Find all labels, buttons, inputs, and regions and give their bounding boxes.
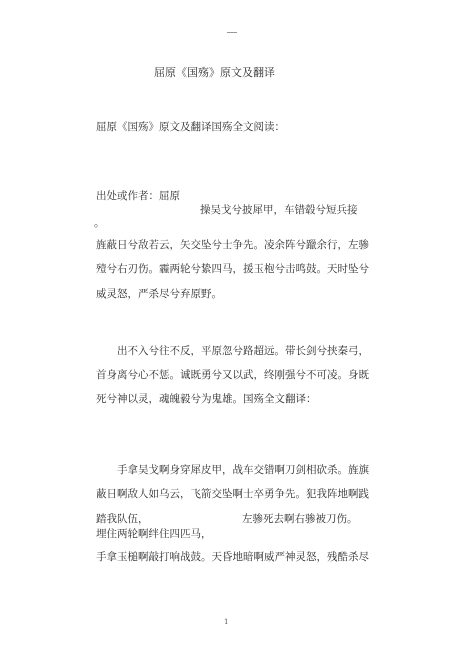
- original-line: 出不入兮往不反，平原忽兮路超远。带长剑兮挟秦弓，: [117, 345, 369, 357]
- original-line: 首身离兮心不惩。诚既勇兮又以武，终刚强兮不可凌。身既: [96, 369, 369, 381]
- translation-line: 手拿玉槌啊敲打响战鼓。天昏地暗啊威严神灵怒，残酷杀尽: [96, 551, 369, 563]
- translation-line: 埋住两轮啊绊住四匹马，: [96, 528, 212, 540]
- translation-line: 踏我队伍，: [96, 513, 149, 525]
- document-title: 屈原《国殇》原文及翻译: [154, 66, 275, 79]
- original-line: 威灵怒，严杀尽兮弃原野。: [96, 288, 222, 300]
- first-verse-line: 操吴戈兮披犀甲，车错毂兮短兵接: [200, 204, 358, 216]
- header-mark: [227, 32, 237, 33]
- intro-line: 屈原《国殇》原文及翻译国殇全文阅读：: [96, 121, 285, 133]
- original-line: 殪兮右刃伤。霾两轮兮絷四马，援玉枹兮击鸣鼓。天时坠兮: [96, 263, 369, 275]
- original-line: 旌蔽日兮敌若云，矢交坠兮士争先。凌余阵兮躐余行，左骖: [96, 239, 369, 251]
- original-line: 死兮神以灵，魂魄毅兮为鬼雄。国殇全文翻译：: [96, 393, 317, 405]
- translation-line: 左骖死去啊右骖被刀伤。: [242, 513, 358, 525]
- page-number: 1: [224, 618, 229, 626]
- translation-line: 手拿吴戈啊身穿犀皮甲，战车交错啊刀剑相砍杀。旌旗: [117, 464, 369, 476]
- translation-line: 蔽日啊敌人如乌云，飞箭交坠啊士卒勇争先。犯我阵地啊践: [96, 488, 369, 500]
- original-line: 。: [94, 217, 105, 229]
- source-label: 出处或作者：屈原: [96, 190, 180, 202]
